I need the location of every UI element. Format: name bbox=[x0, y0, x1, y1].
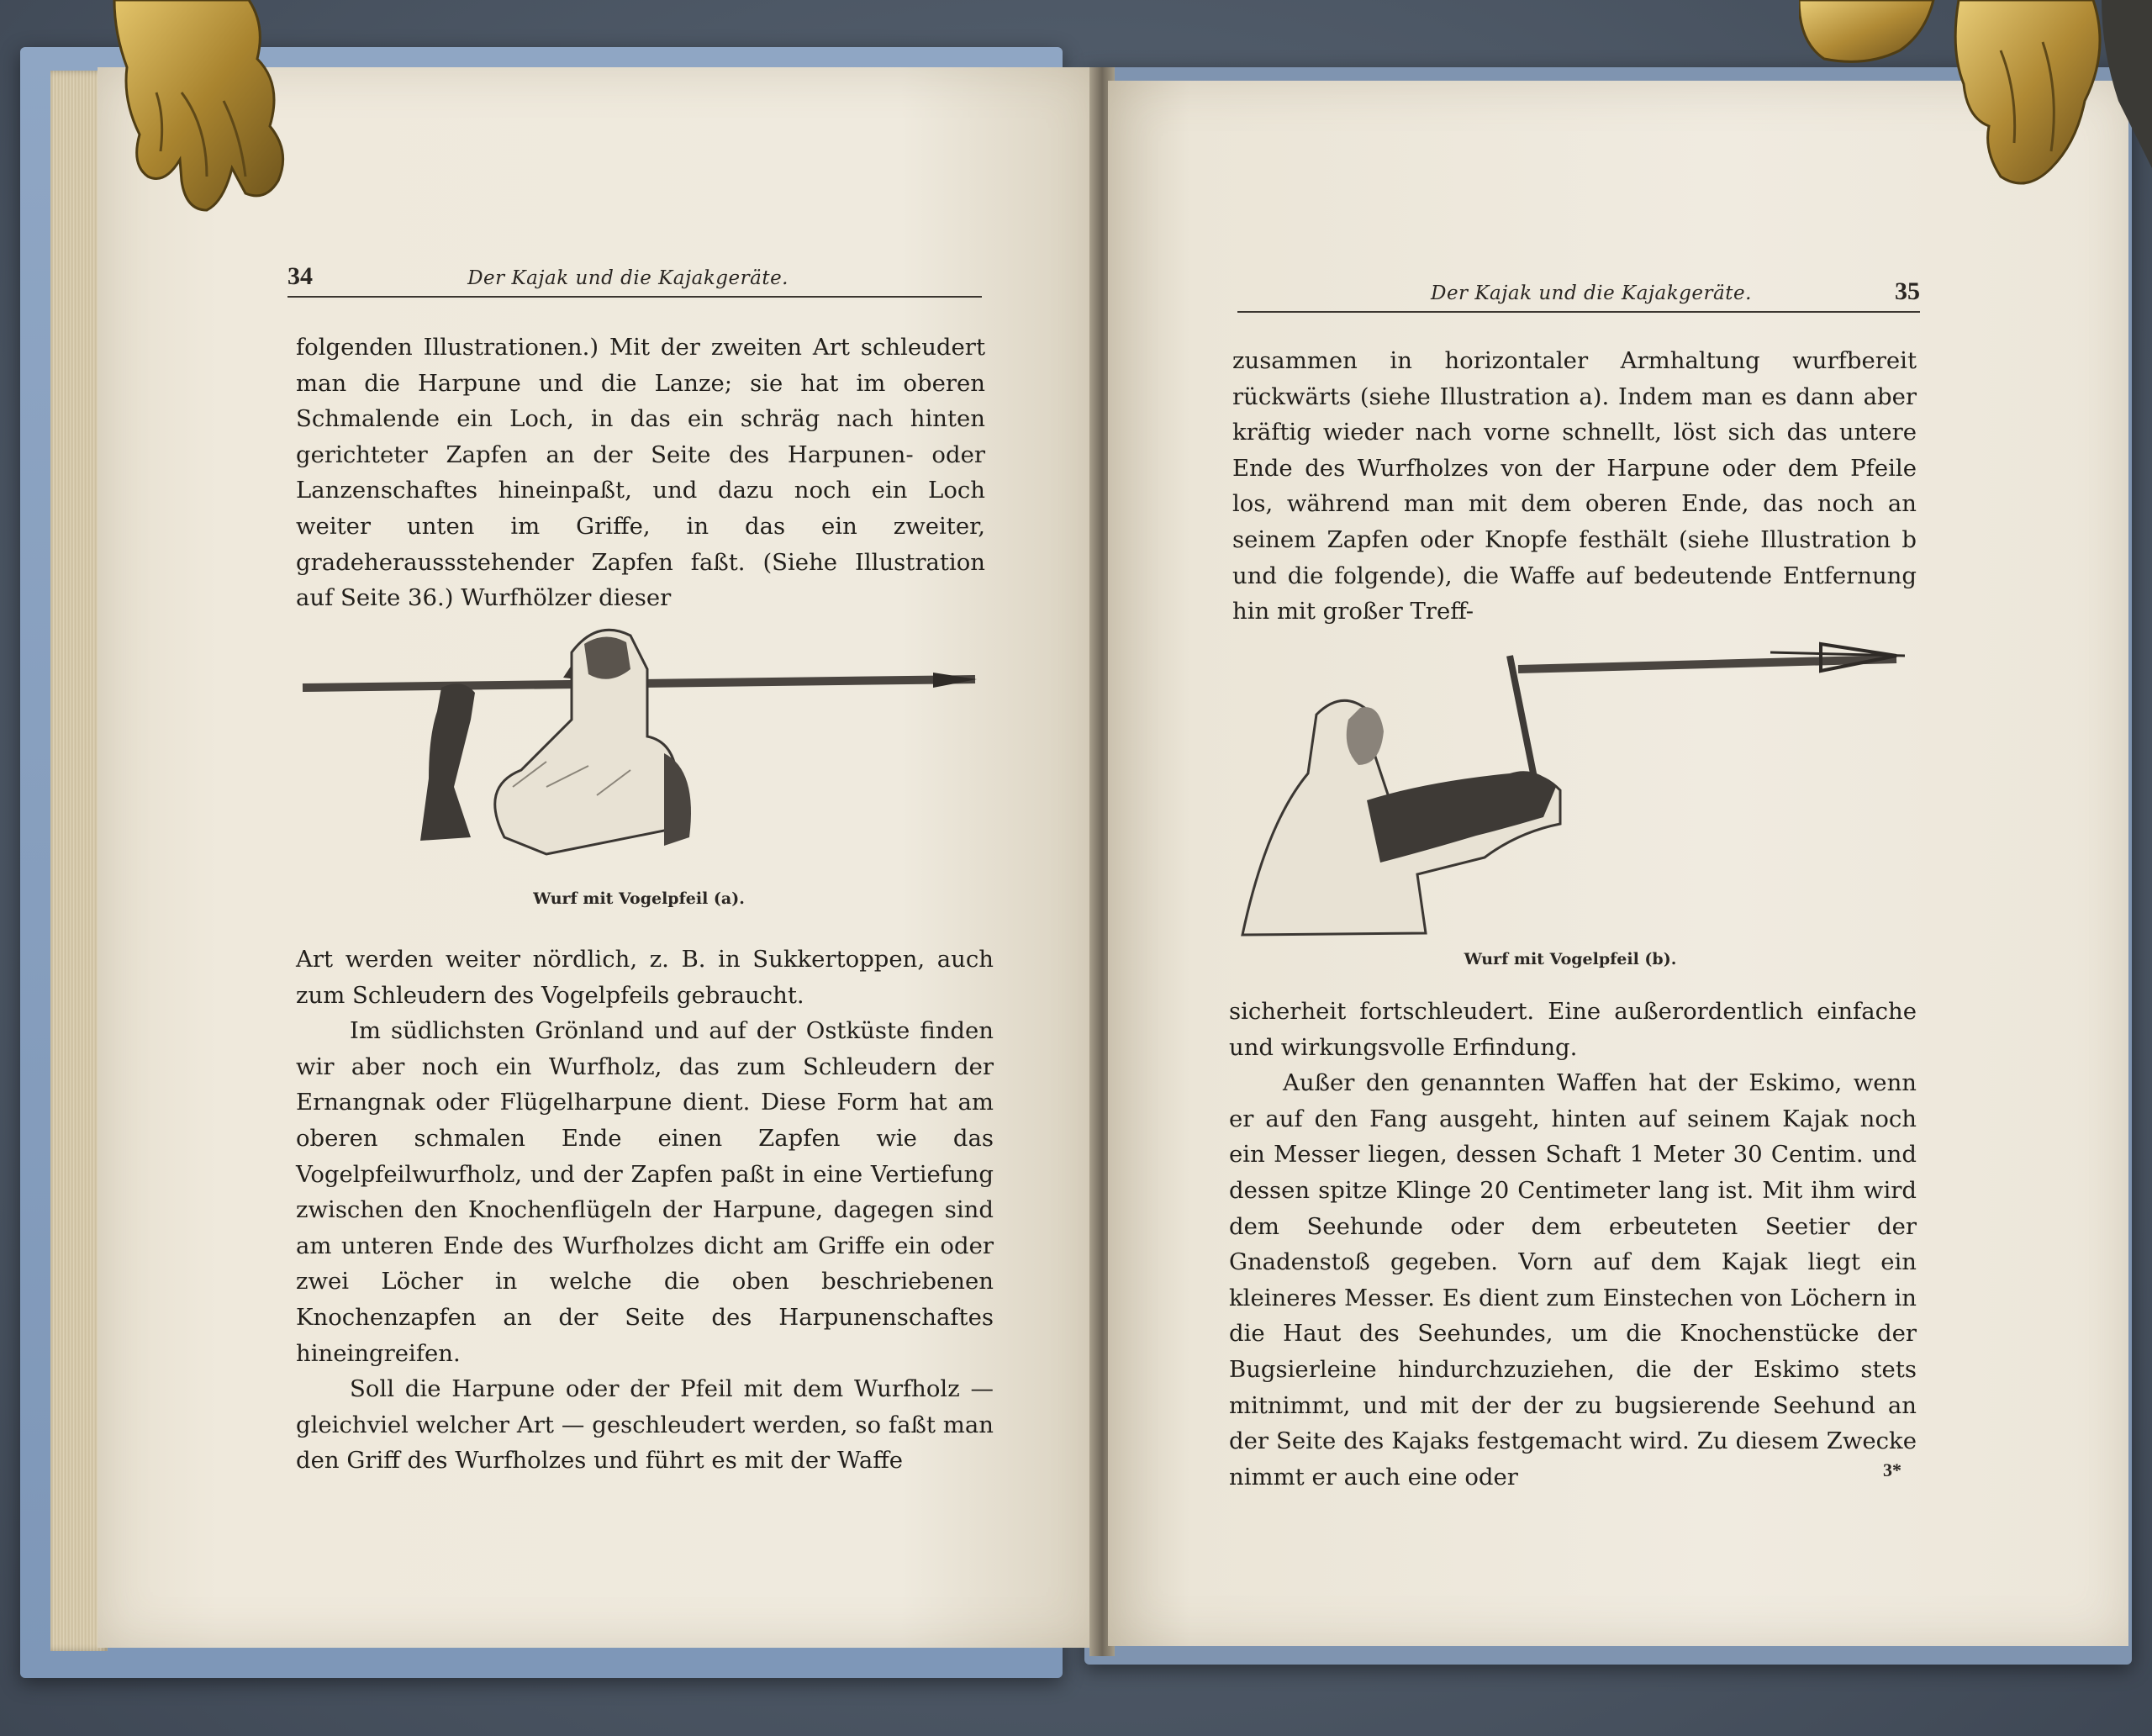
right-figure-caption: Wurf mit Vogelpfeil (b). bbox=[1464, 950, 1677, 968]
left-running-head: Der Kajak und die Kajakgeräte. bbox=[467, 267, 789, 289]
right-running-header bbox=[1237, 277, 1920, 313]
left-running-header bbox=[287, 262, 982, 298]
left-paragraph-3: Im südlichsten Grönland und auf der Ostküste finden wir aber noch ein Wurfholz, das zum Schleudern der Ernangnak oder Flügelharpune dient. Diese Form hat am oberen schmalen Ende einen Zapfen wie das Vogelpfeilwurfholz, und der Zapfen paßt in eine Vertiefung zwischen den Knochenflügeln der Harpune, dagegen sind am unteren Ende des Wurfholzes dicht am Griffe ein oder zwei Löcher in welche die oben beschriebenen Knochenzapfen an der Seite des Harpunenschaftes hineingreifen. bbox=[296, 1017, 994, 1367]
left-figure-caption: Wurf mit Vogelpfeil (a). bbox=[533, 889, 745, 908]
left-paragraph-4: Soll die Harpune oder der Pfeil mit dem Wurfholz — gleichviel welcher Art — geschleudert werden, so faßt man den Griff des Wurfholzes und führt es mit der Waffe bbox=[296, 1375, 994, 1475]
left-text-bottom bbox=[296, 942, 994, 1479]
right-page-number: 35 bbox=[1895, 277, 1920, 305]
illustration-bird-dart-throw-a bbox=[294, 619, 984, 871]
left-paragraph-2: Art werden weiter nördlich, z. B. in Sukkertoppen, auch zum Schleudern des Vogelpfeils gebraucht. bbox=[296, 946, 994, 1009]
brass-hand-weight-right-icon bbox=[1799, 0, 2152, 202]
right-paragraph-3: Außer den genannten Waffen hat der Eskimo, wenn er auf den Fang ausgeht, hinten auf seinem Kajak noch ein Messer liegen, dessen Schaft 1 Meter 30 Centim. und dessen spitze Klinge 20 Centimeter lang ist. Mit ihm wird dem Seehunde oder dem erbeuteten Seetier der Gnadenstoß gegeben. Vorn auf dem Kajak liegt ein kleineres Messer. Es dient zum Einstechen von Löchern in die Haut des Seehundes, um die Knochenstücke der Bugsierleine hindurchzuziehen, die der Eskimo stets mitnimmt, und mit der der zu bugsierende Seehund an der Seite des Kajaks festgemacht wird. Zu diesem Zwecke nimmt er auch eine oder bbox=[1229, 1069, 1917, 1491]
brass-hand-weight-left-icon bbox=[81, 0, 316, 235]
illustration-bird-dart-throw-b bbox=[1232, 622, 1905, 950]
right-paragraph-1: zusammen in horizontaler Armhaltung wurfbereit rückwärts (siehe Illustration a). Indem man es dann aber kräftig wieder nach vorne schnellt, löst sich das untere Ende des Wurfholzes von der Harpune oder dem Pfeile los, während man mit dem oberen Ende, das noch an seinem Zapfen oder Knopfe festhält (siehe Illustration b und die folgende), die Waffe auf bedeutende Entfernung hin mit großer Treff- bbox=[1232, 347, 1917, 625]
left-text-top bbox=[296, 330, 985, 616]
left-paragraph-1: folgenden Illustrationen.) Mit der zweiten Art schleudert man die Harpune und die Lanze; sie hat im oberen Schmalende ein Loch, in das ein schräg nach hinten gerichteter Zapfen an der Seite des Harpunen- oder Lanzenschaftes hineinpaßt, und dazu noch ein Loch weiter unten im Griffe, in das ein zweiter, gradeheraussstehender Zapfen faßt. (Siehe Illustration auf Seite 36.) Wurfhölzer dieser bbox=[296, 334, 985, 612]
left-page-number: 34 bbox=[287, 262, 313, 290]
right-text-bottom bbox=[1229, 994, 1917, 1495]
right-text-top bbox=[1232, 343, 1917, 630]
signature-mark: 3* bbox=[1883, 1459, 1901, 1480]
right-paragraph-2: sicherheit fortschleudert. Eine außerordentlich einfache und wirkungsvolle Erfindung. bbox=[1229, 998, 1917, 1061]
right-running-head: Der Kajak und die Kajakgeräte. bbox=[1431, 282, 1752, 304]
